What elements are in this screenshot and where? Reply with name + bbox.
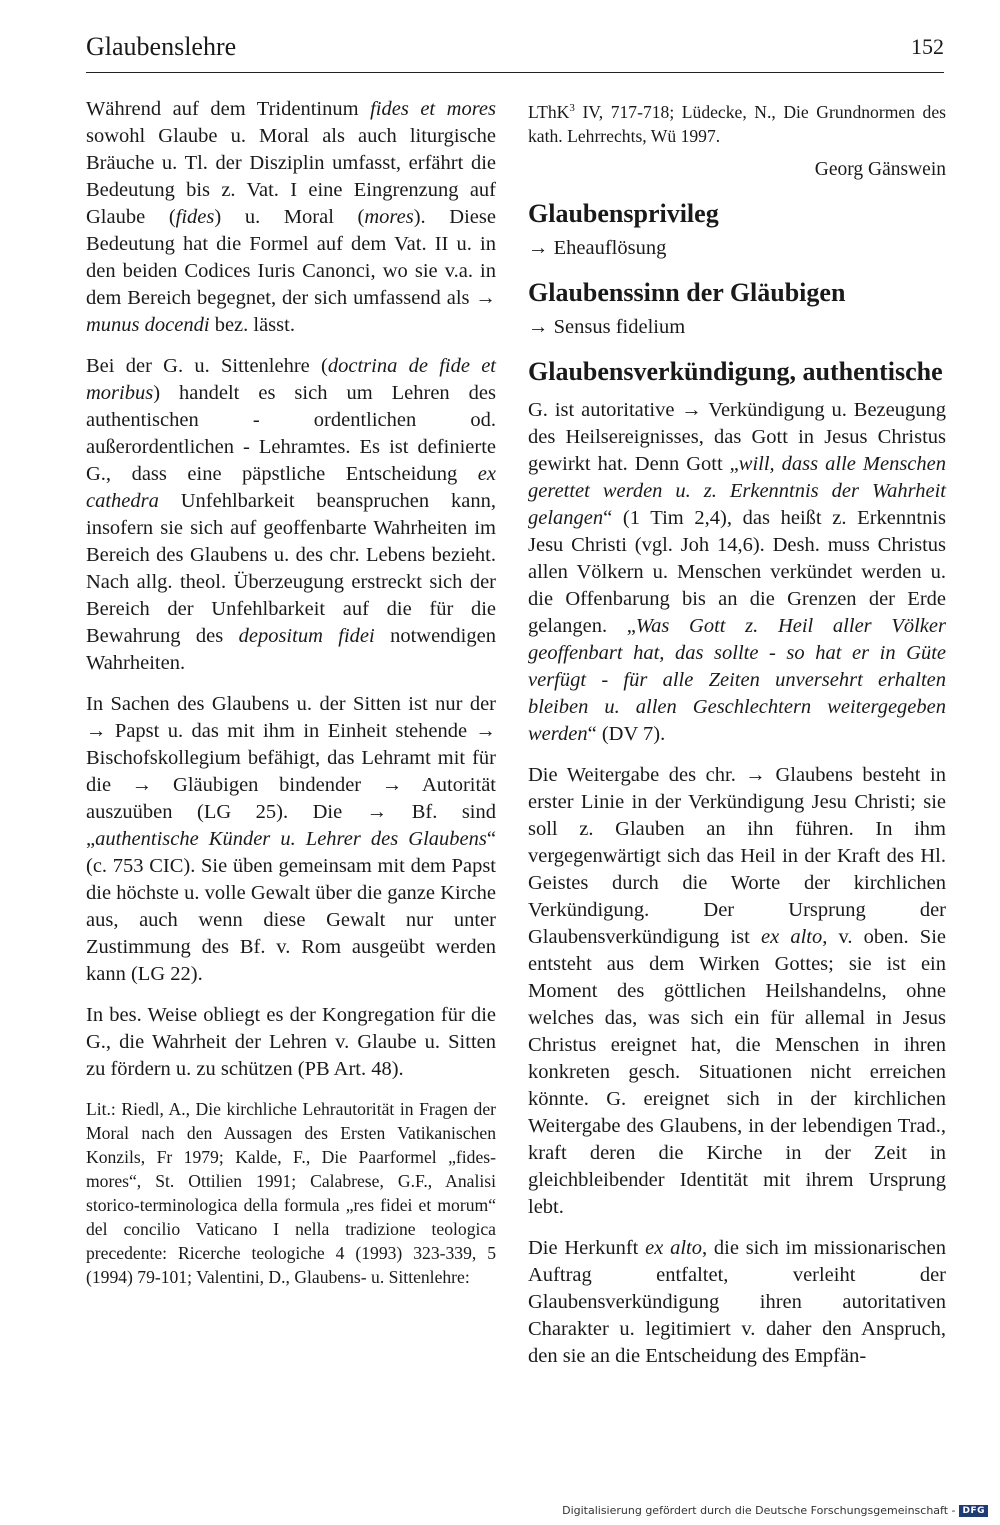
entry-heading-glaubensprivileg: Glaubensprivileg xyxy=(528,198,719,228)
footer-text: Digitalisierung gefördert durch die Deutsche Forschungsgemeinschaft - xyxy=(562,1504,956,1517)
cross-reference-eheaufloesung: → Eheauflösung xyxy=(528,236,667,259)
digitization-footer xyxy=(562,1504,988,1517)
right-column xyxy=(528,96,946,1384)
article-author: Georg Gänswein xyxy=(814,158,946,180)
entry-heading-glaubenssinn: Glaubenssinn der Gläubigen xyxy=(528,277,846,307)
paragraph-sittenlehre: Bei der G. u. Sittenlehre (doctrina de fide et moribus) handelt es sich um Lehren des authentischen - ordentlichen od. außerordentlichen - Lehramtes. Es ist definierte G., dass eine päpstliche Entscheidung ex cathedra Unfehlbarkeit beanspruchen kann, insofern sie sich auf geoffenbarte Wahrheiten im Bereich des Glaubens u. des chr. Lebens bezieht. Nach allg. theol. Überzeugung erstreckt sich der Bereich der Unfehlbarkeit auf die für die Bewahrung des depositum fidei notwendigen Wahrheiten. xyxy=(86,355,496,674)
paragraph-autoritative-verkuendigung: G. ist autoritative → Verkündigung u. Bezeugung des Heilsereignisses, das Gott in Jesus Christus gewirkt hat. Denn Gott „will, dass alle Menschen gerettet werden u. z. Erkenntnis der Wahrheit gelangen“ (1 Tim 2,4), das heißt z. Erkenntnis Jesu Christi (vgl. Joh 14,6). Desh. muss Christus allen Völkern u. Menschen verkündet werden u. die Offenbarung bis an die Grenzen der Erde gelangen. „Was Gott z. Heil aller Völker geoffenbart hat, das sollte - so hat er in Güte verfügt - für alle Zeiten unversehrt erhalten bleiben u. allen Geschlechtern weitergegeben werden“ (DV 7). xyxy=(528,398,946,745)
running-header xyxy=(86,26,944,73)
paragraph-sachen-des-glaubens: In Sachen des Glaubens u. der Sitten ist nur der → Papst u. das mit ihm in Einheit stehende → Bischofskollegium befähigt, das Lehramt mit für die → Gläubigen bindender → Autorität auszuüben (LG 25). Die → Bf. sind „authentische Künder u. Lehrer des Glaubens“ (c. 753 CIC). Sie üben gemeinsam mit dem Papst die höchste u. volle Gewalt über die ganze Kirche aus, auch wenn diese Gewalt nur unter Zustimmung des Bf. v. Rom ausgeübt werden kann (LG 22). xyxy=(86,693,496,985)
dfg-logo: DFG xyxy=(959,1505,988,1517)
paragraph-kongregation: In bes. Weise obliegt es der Kongregation für die G., die Wahrheit der Lehren v. Glaube u. Sitten zu fördern u. zu schützen (PB Art. 48). xyxy=(86,1004,496,1080)
paragraph-herkunft: Die Herkunft ex alto, die sich im missionarischen Auftrag entfaltet, verleiht der Glaubensverkündigung ihren autoritativen Charakter u. legitimiert v. daher den Anspruch, den sie an die Entscheidung des Empfän- xyxy=(528,1236,946,1367)
running-title: Glaubenslehre xyxy=(86,32,237,61)
paragraph-tridentinum: Während auf dem Tridentinum fides et mores sowohl Glaube u. Moral als auch liturgische Bräuche u. Tl. der Disziplin umfasst, erfährt die Bedeutung bis z. Vat. I eine Eingrenzung auf Glaube (fides) u. Moral (mores). Diese Bedeutung hat die Formel auf dem Vat. II u. in den beiden Codices Iuris Canonci, wo sie v.a. in dem Bereich begegnet, der sich umfassend als → munus docendi bez. lässt. xyxy=(86,98,496,336)
cross-reference-sensus-fidelium: → Sensus fidelium xyxy=(528,315,686,338)
literature-continued: LThK$^3$ IV, 717-718; Lüdecke, N., Die Grundnormen des kath. Lehrrechts, Wü 1997. xyxy=(528,101,946,146)
left-column xyxy=(86,96,496,1303)
literature-list: Lit.: Riedl, A., Die kirchliche Lehrautorität in Fragen der Moral nach den Aussagen des Ersten Vatikanischen Konzils, Fr 1979; Kalde, F., Die Paarformel „fides-mores“, St. Ottilien 1991; Calabrese, G.F., Analisi storico-terminologica della formula „res fidei et morum“ del concilio Vaticano I nella tradizione teologica precedente: Ricerche teologiche 4 (1993) 323-339, 5 (1994) 79-101; Valentini, D., Glaubens- u. Sittenlehre: xyxy=(86,1099,496,1287)
page-number: 152 xyxy=(911,34,944,59)
paragraph-weitergabe: Die Weitergabe des chr. → Glaubens besteht in erster Linie in der Verkündigung Jesu Christi; sie soll z. Glauben an ihn führen. In ihm vergegenwärtigt sich das Heil in der Kraft des Hl. Geistes durch die Worte der kirchlichen Verkündigung. Der Ursprung der Glaubensverkündigung ist ex alto, v. oben. Sie entsteht aus dem Wirken Gottes; sie ist ein Moment des göttlichen Heilshandelns, ohne welches das, was sich ein für allemal in Jesus Christus ereignet hat, die Menschen in ihren konkreten gesch. Situationen nicht erreichen könnte. G. ereignet sich in der kirchlichen Weitergabe des Glaubens, in der lebendigen Trad., kraft deren die Kirche in der Zeit in gleichbleibender Identität mit ihrem Ursprung lebt. xyxy=(528,763,947,1218)
entry-heading-glaubensverkuendigung: Glaubensverkündigung, authentische xyxy=(528,356,943,386)
